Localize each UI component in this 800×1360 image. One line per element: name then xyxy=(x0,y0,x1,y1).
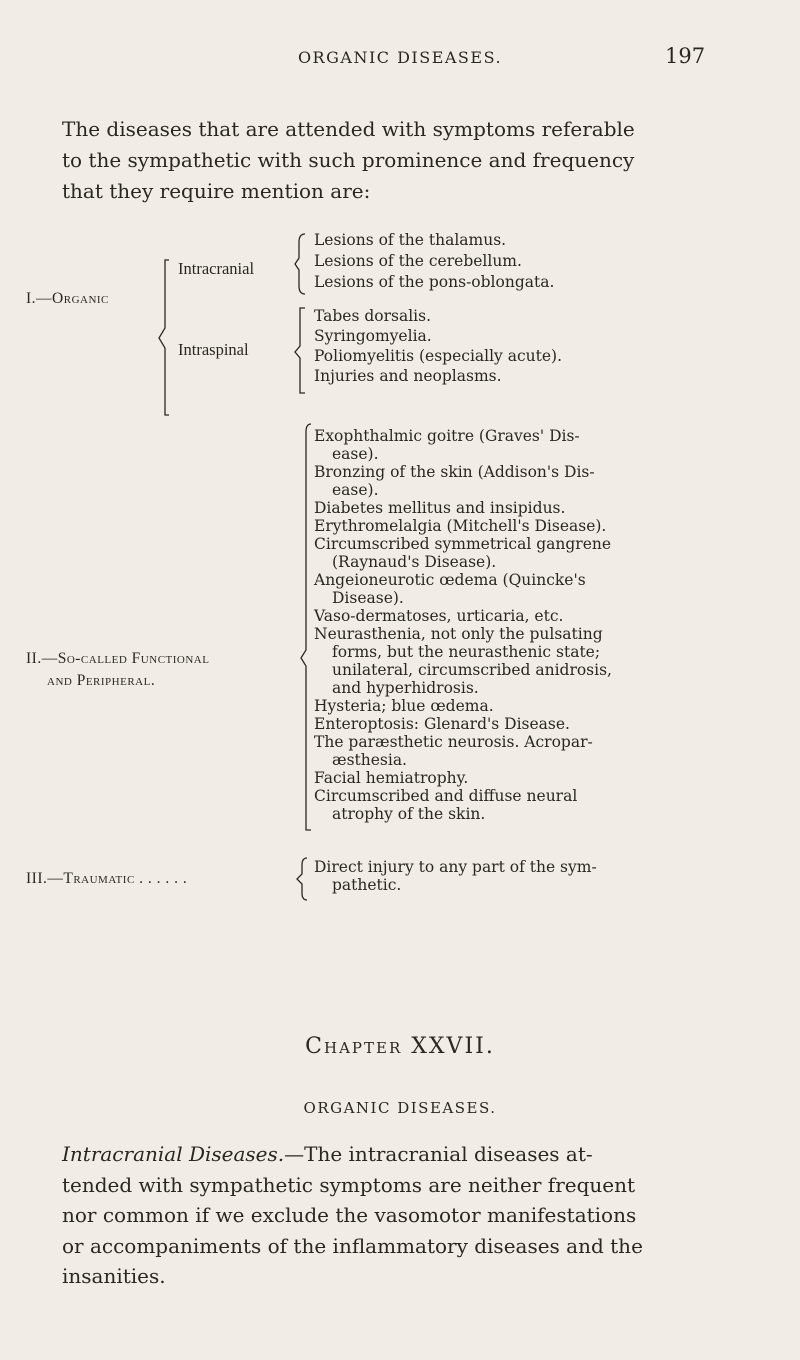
intro-paragraph xyxy=(62,114,682,207)
traumatic-list xyxy=(314,858,597,894)
intracranial-list xyxy=(314,230,554,293)
paragraph-line: —The intracranial diseases at- xyxy=(284,1142,593,1166)
list-item: Vaso-dermatoses, urticaria, etc. xyxy=(314,607,564,625)
page-number: 197 xyxy=(665,44,706,68)
list-item: Tabes dorsalis. xyxy=(314,307,432,325)
list-item: Lesions of the cerebellum. xyxy=(314,252,522,270)
list-item: Lesions of the thalamus. xyxy=(314,231,507,249)
intro-line: that they require mention are: xyxy=(62,179,371,203)
intraspinal-brace xyxy=(294,306,308,396)
run-in-title: Intracranial Diseases. xyxy=(62,1142,285,1166)
list-item: æsthesia. xyxy=(332,751,407,769)
list-item: Circumscribed symmetrical gangrene xyxy=(314,535,612,553)
intraspinal-list xyxy=(314,306,562,386)
list-item: pathetic. xyxy=(332,876,402,894)
list-item: ease). xyxy=(332,445,379,463)
list-item: Bronzing of the skin (Addison's Dis- xyxy=(314,463,595,481)
chapter-heading: Chapter XXVII. xyxy=(305,1034,495,1059)
intracranial-brace xyxy=(294,232,308,296)
class-traumatic-label: III.—Traumatic . . . . . . xyxy=(26,870,188,887)
intro-line: The diseases that are attended with symptoms referable xyxy=(62,117,635,141)
list-item: Neurasthenia, not only the pulsating xyxy=(314,625,603,643)
paragraph-line: tended with sympathetic symptoms are neither frequent xyxy=(62,1172,636,1197)
intraspinal-label: Intraspinal xyxy=(178,340,249,359)
list-item: ease). xyxy=(332,481,379,499)
list-item: Lesions of the pons-oblongata. xyxy=(314,273,555,291)
class-functional-label-line1: II.—So-called Functional xyxy=(26,650,210,667)
list-item: Disease). xyxy=(332,589,404,607)
list-item: unilateral, circumscribed anidrosis, xyxy=(332,661,612,679)
list-item: forms, but the neurasthenic state; xyxy=(332,643,601,661)
list-item: Erythromelalgia (Mitchell's Disease). xyxy=(314,517,607,535)
traumatic-brace xyxy=(296,856,310,902)
paragraph-line: insanities. xyxy=(62,1264,166,1288)
list-item: atrophy of the skin. xyxy=(332,805,486,823)
list-item: Poliomyelitis (especially acute). xyxy=(314,347,563,365)
section-heading: ORGANIC DISEASES. xyxy=(303,1099,497,1117)
list-item: Diabetes mellitus and insipidus. xyxy=(314,499,566,517)
list-item: and hyperhidrosis. xyxy=(332,679,479,697)
list-item: Direct injury to any part of the sym- xyxy=(314,858,597,876)
list-item: Exophthalmic goitre (Graves' Dis- xyxy=(314,427,580,445)
list-item: Syringomyelia. xyxy=(314,327,432,345)
running-header: ORGANIC DISEASES. xyxy=(297,48,503,67)
list-item: Injuries and neoplasms. xyxy=(314,367,502,385)
class-organic-label: I.—Organic xyxy=(26,290,109,307)
paragraph-line: nor common if we exclude the vasomotor manifestations xyxy=(62,1203,637,1227)
list-item: Circumscribed and diffuse neural xyxy=(314,787,578,805)
list-item: (Raynaud's Disease). xyxy=(332,553,497,571)
organic-brace xyxy=(157,258,173,418)
list-item: Hysteria; blue œdema. xyxy=(314,697,494,715)
paragraph-line: or accompaniments of the inflammatory diseases and the xyxy=(62,1233,643,1258)
list-item: Facial hemiatrophy. xyxy=(314,769,469,787)
list-item: The paræsthetic neurosis. Acropar- xyxy=(314,733,593,751)
list-item: Angeioneurotic œdema (Quincke's xyxy=(314,571,586,589)
body-paragraph xyxy=(62,1139,662,1292)
functional-list xyxy=(314,427,612,823)
class-functional-label-line2: and Peripheral. xyxy=(47,672,156,689)
intracranial-label: Intracranial xyxy=(178,259,255,278)
functional-brace xyxy=(300,422,314,834)
list-item: Enteroptosis: Glenard's Disease. xyxy=(314,715,570,733)
intro-line: to the sympathetic with such prominence and frequency xyxy=(62,148,635,172)
